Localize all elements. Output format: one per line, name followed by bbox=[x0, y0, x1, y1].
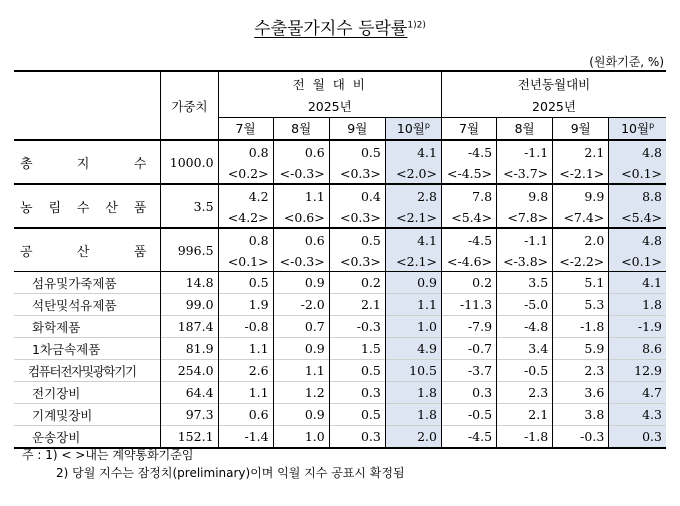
weight-cell: 187.4 bbox=[161, 316, 218, 338]
table-row bbox=[14, 140, 666, 163]
sub-row-label: 석탄및석유제품 bbox=[14, 294, 161, 316]
yoy-value: 9.8 bbox=[497, 184, 553, 207]
mom-value: 0.9 bbox=[273, 338, 329, 360]
yoy-value: 2.3 bbox=[497, 382, 553, 404]
header-weight: 가중치 bbox=[161, 71, 218, 140]
title-footnote-mark: 1)2) bbox=[407, 20, 426, 31]
mom-value: -0.3 bbox=[329, 316, 385, 338]
weight-cell: 1000.0 bbox=[161, 140, 218, 184]
table-row bbox=[14, 426, 666, 449]
mom-contract-value: <0.3> bbox=[329, 251, 385, 272]
mom-value: 0.5 bbox=[329, 404, 385, 426]
mom-value: 0.5 bbox=[218, 272, 273, 294]
mom-value: 0.4 bbox=[329, 184, 385, 207]
yoy-value: 0.3 bbox=[441, 382, 496, 404]
mom-contract-value: <-0.3> bbox=[273, 251, 329, 272]
mom-value: 0.8 bbox=[218, 140, 273, 163]
header-month: 9월 bbox=[329, 117, 385, 140]
row-label: 공 산 품 bbox=[14, 228, 161, 272]
weight-cell: 64.4 bbox=[161, 382, 218, 404]
sub-row-label: 화학제품 bbox=[14, 316, 161, 338]
mom-contract-value: <0.2> bbox=[218, 163, 273, 184]
yoy-contract-value: <5.4> bbox=[441, 207, 496, 228]
footnote-1: 주 : 1) < >내는 계약통화기준임 bbox=[22, 448, 194, 462]
yoy-value: 4.8 bbox=[609, 228, 666, 251]
mom-value: 4.1 bbox=[385, 140, 441, 163]
yoy-value: 4.3 bbox=[609, 404, 666, 426]
mom-contract-value: <2.1> bbox=[385, 207, 441, 228]
yoy-value: 2.1 bbox=[553, 140, 609, 163]
yoy-value: -1.1 bbox=[497, 140, 553, 163]
yoy-value: 5.1 bbox=[553, 272, 609, 294]
mom-value: 1.0 bbox=[273, 426, 329, 449]
mom-value: 2.8 bbox=[385, 184, 441, 207]
sub-row-label: 섬유및가죽제품 bbox=[14, 272, 161, 294]
mom-value: 1.1 bbox=[218, 338, 273, 360]
yoy-value: -11.3 bbox=[441, 294, 496, 316]
mom-value: -1.4 bbox=[218, 426, 273, 449]
mom-value: 2.0 bbox=[385, 426, 441, 449]
yoy-value: -4.5 bbox=[441, 228, 496, 251]
table-row bbox=[14, 382, 666, 404]
mom-value: 4.9 bbox=[385, 338, 441, 360]
yoy-value: -1.8 bbox=[497, 426, 553, 449]
month-text: 10월 bbox=[621, 121, 650, 137]
mom-value: 1.9 bbox=[218, 294, 273, 316]
mom-value: 1.1 bbox=[218, 382, 273, 404]
header-year-mom: 2025년 bbox=[218, 95, 441, 117]
mom-value: 1.5 bbox=[329, 338, 385, 360]
yoy-value: 1.8 bbox=[609, 294, 666, 316]
yoy-contract-value: <5.4> bbox=[609, 207, 666, 228]
weight-cell: 81.9 bbox=[161, 338, 218, 360]
yoy-value: -4.5 bbox=[441, 426, 496, 449]
mom-value: 0.5 bbox=[329, 360, 385, 382]
mom-contract-value: <-0.3> bbox=[273, 163, 329, 184]
mom-contract-value: <2.0> bbox=[385, 163, 441, 184]
yoy-value: -3.7 bbox=[441, 360, 496, 382]
header-month: 7월 bbox=[218, 117, 273, 140]
row-label: 총 지 수 bbox=[14, 140, 161, 184]
sub-row-label: 운송장비 bbox=[14, 426, 161, 449]
row-label: 농 림 수 산 품 bbox=[14, 184, 161, 228]
header-month-current bbox=[385, 117, 441, 140]
yoy-contract-value: <7.8> bbox=[497, 207, 553, 228]
yoy-contract-value: <-2.1> bbox=[553, 163, 609, 184]
preliminary-mark: p bbox=[424, 121, 430, 131]
mom-value: 1.1 bbox=[273, 360, 329, 382]
yoy-value: 2.0 bbox=[553, 228, 609, 251]
yoy-contract-value: <0.1> bbox=[609, 163, 666, 184]
yoy-value: 3.6 bbox=[553, 382, 609, 404]
mom-contract-value: <2.1> bbox=[385, 251, 441, 272]
header-corner bbox=[14, 71, 161, 140]
yoy-value: 0.2 bbox=[441, 272, 496, 294]
preliminary-mark: p bbox=[649, 121, 655, 131]
yoy-value: 9.9 bbox=[553, 184, 609, 207]
yoy-contract-value: <-3.8> bbox=[497, 251, 553, 272]
yoy-value: -0.7 bbox=[441, 338, 496, 360]
yoy-value: 3.4 bbox=[497, 338, 553, 360]
yoy-value: 4.7 bbox=[609, 382, 666, 404]
weight-cell: 152.1 bbox=[161, 426, 218, 449]
yoy-value: 3.8 bbox=[553, 404, 609, 426]
weight-cell: 996.5 bbox=[161, 228, 218, 272]
yoy-value: -5.0 bbox=[497, 294, 553, 316]
header-month: 8월 bbox=[273, 117, 329, 140]
yoy-value: 2.3 bbox=[553, 360, 609, 382]
sub-row-label: 기계및장비 bbox=[14, 404, 161, 426]
header-prev-year: 전년동월대비 bbox=[441, 71, 666, 95]
mom-value: 0.7 bbox=[273, 316, 329, 338]
mom-value: 0.9 bbox=[273, 272, 329, 294]
yoy-value: 7.8 bbox=[441, 184, 496, 207]
mom-value: 1.1 bbox=[385, 294, 441, 316]
mom-contract-value: <0.3> bbox=[329, 163, 385, 184]
sub-row-label: 전기장비 bbox=[14, 382, 161, 404]
weight-cell: 3.5 bbox=[161, 184, 218, 228]
month-text: 10월 bbox=[396, 121, 425, 137]
mom-value: 2.6 bbox=[218, 360, 273, 382]
header-prev-month: 전 월 대 비 bbox=[218, 71, 441, 95]
yoy-value: -0.5 bbox=[497, 360, 553, 382]
mom-value: 0.9 bbox=[273, 404, 329, 426]
yoy-value: 5.9 bbox=[553, 338, 609, 360]
header-month-current bbox=[609, 117, 666, 140]
yoy-value: -1.9 bbox=[609, 316, 666, 338]
mom-value: 0.5 bbox=[329, 228, 385, 251]
sub-row-label: 컴퓨터전자및광학기기 bbox=[14, 360, 161, 382]
unit-label: (원화기준, %) bbox=[589, 55, 664, 69]
table-row bbox=[14, 316, 666, 338]
yoy-value: -7.9 bbox=[441, 316, 496, 338]
mom-value: 0.3 bbox=[329, 382, 385, 404]
table-row bbox=[14, 184, 666, 207]
mom-value: 0.6 bbox=[273, 140, 329, 163]
weight-cell: 97.3 bbox=[161, 404, 218, 426]
export-price-table bbox=[14, 70, 666, 449]
mom-value: 0.5 bbox=[329, 140, 385, 163]
mom-value: -0.8 bbox=[218, 316, 273, 338]
yoy-value: 5.3 bbox=[553, 294, 609, 316]
mom-value: -2.0 bbox=[273, 294, 329, 316]
yoy-value: 8.8 bbox=[609, 184, 666, 207]
yoy-contract-value: <-2.2> bbox=[553, 251, 609, 272]
mom-value: 0.9 bbox=[385, 272, 441, 294]
yoy-contract-value: <-3.7> bbox=[497, 163, 553, 184]
yoy-contract-value: <0.1> bbox=[609, 251, 666, 272]
yoy-contract-value: <-4.5> bbox=[441, 163, 496, 184]
mom-value: 1.2 bbox=[273, 382, 329, 404]
table-title bbox=[0, 14, 680, 39]
mom-value: 2.1 bbox=[329, 294, 385, 316]
yoy-value: 4.8 bbox=[609, 140, 666, 163]
mom-value: 10.5 bbox=[385, 360, 441, 382]
weight-cell: 99.0 bbox=[161, 294, 218, 316]
yoy-value: -0.3 bbox=[553, 426, 609, 449]
table-row bbox=[14, 294, 666, 316]
mom-contract-value: <0.1> bbox=[218, 251, 273, 272]
footnote-2: 2) 당월 지수는 잠정치(preliminary)이며 익월 지수 공표시 확정됨 bbox=[56, 466, 405, 480]
mom-value: 0.6 bbox=[218, 404, 273, 426]
yoy-value: -1.1 bbox=[497, 228, 553, 251]
mom-contract-value: <4.2> bbox=[218, 207, 273, 228]
mom-value: 1.8 bbox=[385, 382, 441, 404]
mom-value: 0.6 bbox=[273, 228, 329, 251]
table-row bbox=[14, 404, 666, 426]
yoy-value: 0.3 bbox=[609, 426, 666, 449]
yoy-value: -0.5 bbox=[441, 404, 496, 426]
sub-row-label: 1차금속제품 bbox=[14, 338, 161, 360]
title-text: 수출물가지수 등락률 bbox=[254, 19, 408, 39]
mom-value: 1.0 bbox=[385, 316, 441, 338]
table-row bbox=[14, 360, 666, 382]
weight-cell: 14.8 bbox=[161, 272, 218, 294]
header-month: 9월 bbox=[553, 117, 609, 140]
yoy-value: 3.5 bbox=[497, 272, 553, 294]
header-month: 7월 bbox=[441, 117, 496, 140]
table-row bbox=[14, 272, 666, 294]
header-year-yoy: 2025년 bbox=[532, 98, 576, 114]
header-month: 8월 bbox=[497, 117, 553, 140]
yoy-value: -4.8 bbox=[497, 316, 553, 338]
mom-value: 0.2 bbox=[329, 272, 385, 294]
yoy-contract-value: <7.4> bbox=[553, 207, 609, 228]
yoy-contract-value: <-4.6> bbox=[441, 251, 496, 272]
mom-contract-value: <0.6> bbox=[273, 207, 329, 228]
table-row bbox=[14, 338, 666, 360]
yoy-value: 4.1 bbox=[609, 272, 666, 294]
yoy-value: 2.1 bbox=[497, 404, 553, 426]
table-row bbox=[14, 228, 666, 251]
yoy-value: 8.6 bbox=[609, 338, 666, 360]
mom-value: 1.1 bbox=[273, 184, 329, 207]
yoy-value: -1.8 bbox=[553, 316, 609, 338]
mom-value: 0.8 bbox=[218, 228, 273, 251]
mom-value: 1.8 bbox=[385, 404, 441, 426]
weight-cell: 254.0 bbox=[161, 360, 218, 382]
mom-contract-value: <0.3> bbox=[329, 207, 385, 228]
mom-value: 4.2 bbox=[218, 184, 273, 207]
mom-value: 0.3 bbox=[329, 426, 385, 449]
yoy-value: 12.9 bbox=[609, 360, 666, 382]
mom-value: 4.1 bbox=[385, 228, 441, 251]
yoy-value: -4.5 bbox=[441, 140, 496, 163]
